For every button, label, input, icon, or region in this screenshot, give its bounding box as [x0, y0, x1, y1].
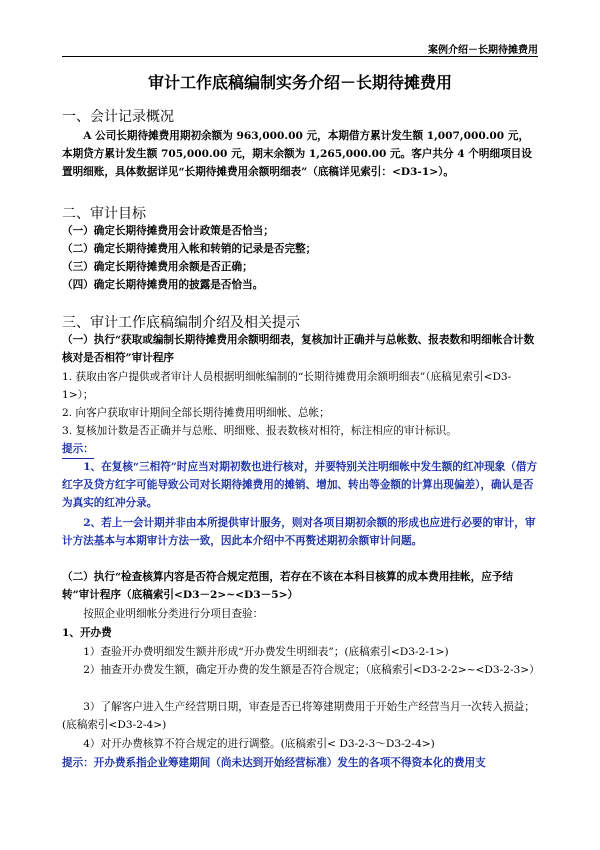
sub2-step: 4）对开办费核算不符合规定的进行调整。(底稿索引< D3-2-3～D3-2-4>)	[83, 738, 435, 750]
sub2-item-heading: 1、开办费	[62, 627, 112, 639]
section2-item: （四）确定长期待摊费用的披露是否恰当。	[62, 279, 264, 291]
section1-heading: 一、会计记录概况	[62, 109, 174, 125]
sub2-step: 1）查验开办费明细发生额并形成“开办费发生明细表”；(底稿索引<D3-2-1>)	[83, 646, 449, 658]
sub1-tip: 2、若上一会计期并非由本所提供审计服务，则对各项目期初余额的形成也应进行必要的审计，审计方法基本与本期审计方法一致，因此本介绍中不再赘述期初余额审计问题。	[62, 517, 536, 547]
sub1-title: （一）执行“获取或编制长期待摊费用余额明细表，复核加计正确并与总帐数、报表数和明细帐合计数核对是否相符”审计程序	[62, 334, 535, 364]
document-title: 审计工作底稿编制实务介绍－长期待摊费用	[147, 73, 452, 92]
sub1-step: 3. 复核加计数是否正确并与总账、明细账、报表数核对相符，标注相应的审计标识。	[62, 425, 457, 437]
sub2-step: 3）了解客户进入生产经营期日期，审查是否已将筹建期费用于开始生产经营当月一次转入损益；(底稿索引<D3-2-4>)	[62, 701, 535, 731]
running-header-label: 案例介绍－长期待摊费用	[428, 45, 538, 56]
section2-heading: 二、审计目标	[62, 206, 146, 222]
section3-heading: 三、审计工作底稿编制介绍及相关提示	[62, 315, 300, 331]
sub1-step: 1. 获取由客户提供或者审计人员根据明细帐编制的“长期待摊费用余额明细表”（底稿见索引<D3-1>）；	[62, 371, 512, 401]
sub1-tip-label: 提示：	[62, 440, 538, 459]
section1-body: A 公司长期待摊费用期初余额为 963,000.00 元，本期借方累计发生额 1,007,000.00 元，本期贷方累计发生额 705,000.00 元，期末余额为 1,265,000.00 元。客户共分 4 个明细项目设置明细账，具体数据详见“长期待摊费用余额明细表”（底稿详见索引：<D3-1>）。	[62, 130, 532, 178]
running-header	[62, 38, 538, 57]
section2-item: （二）确定长期待摊费用入帐和转销的记录是否完整；	[62, 243, 317, 255]
sub1-tip: 1、在复核“三相符”时应当对期初数也进行核对，并要特别关注明细帐中发生额的红冲现象（借方红字及贷方红字可能导致公司对长期待摊费用的摊销、增加、转出等金额的计算出现偏差），确认是否为真实的红冲分录。	[62, 461, 538, 509]
section2-item: （一）确定长期待摊费用会计政策是否恰当；	[62, 225, 274, 237]
sub1-step: 2. 向客户获取审计期间全部长期待摊费用明细帐、总帐；	[62, 407, 330, 419]
sub2-title: （二）执行“检查核算内容是否符合规定范围，若存在不该在本科目核算的成本费用挂帐，应予结转”审计程序（底稿索引<D3－2>~<D3－5>）	[62, 571, 514, 601]
sub2-tip: 提示：开办费系指企业筹建期间（尚未达到开始经营标准）发生的各项不得资本化的费用支	[62, 757, 486, 769]
section2-item: （三）确定长期待摊费用余额是否正确；	[62, 261, 253, 273]
sub2-step: 2）抽查开办费发生额，确定开办费的发生额是否符合规定；（底稿索引<D3-2-2>~<D3-2-3>）	[83, 664, 540, 676]
sub2-intro: 按照企业明细帐分类进行分项目查验：	[83, 608, 264, 620]
